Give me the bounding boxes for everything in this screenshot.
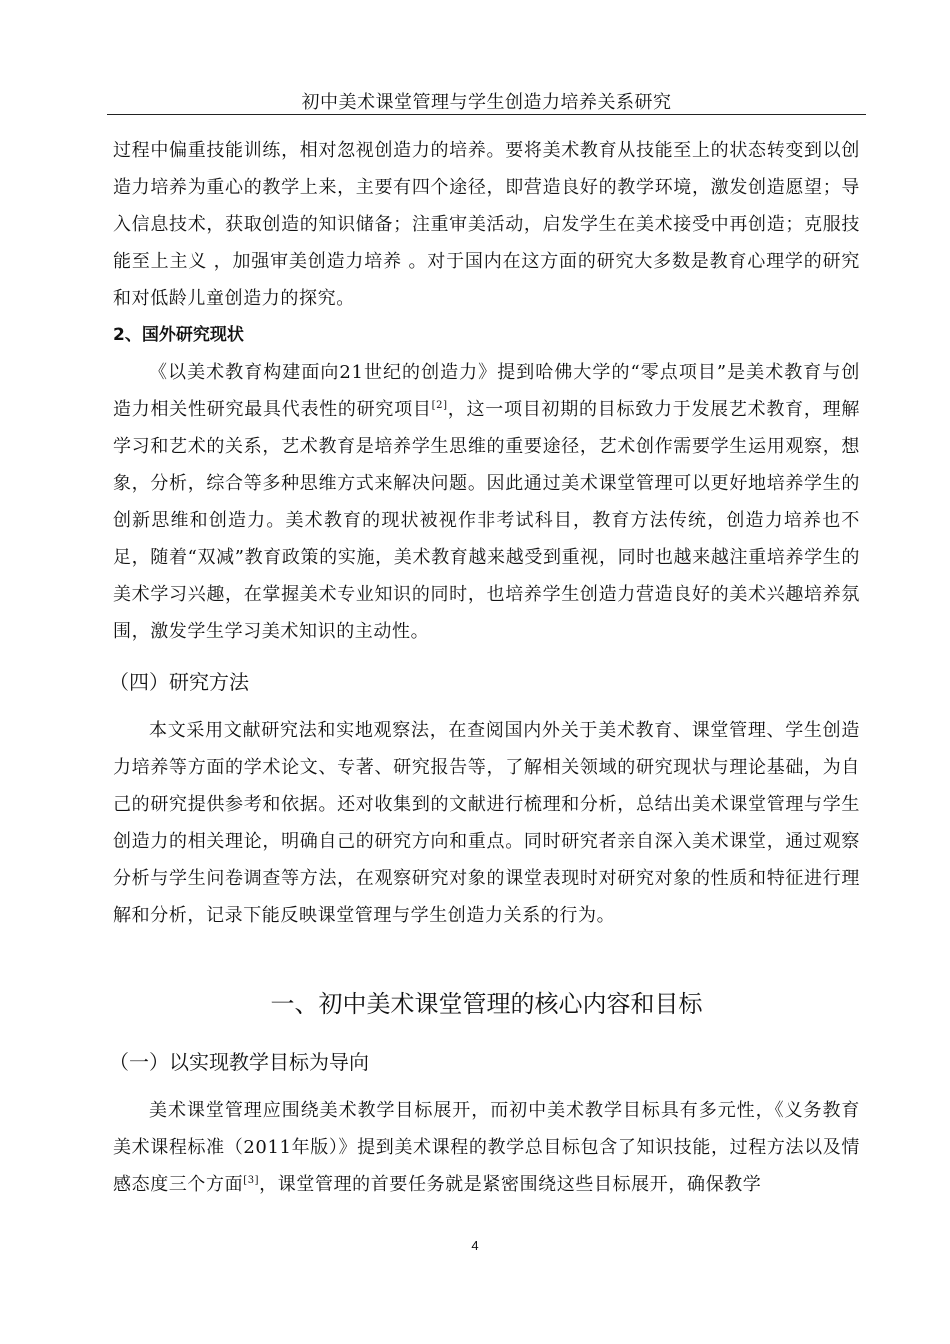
foreign-research-heading: 2、国外研究现状 [113, 325, 244, 345]
chapter-title: 一、初中美术课堂管理的核心内容和目标 [270, 990, 703, 1018]
page-number: 4 [471, 1238, 479, 1253]
methods-paragraph: 本文采用文献研究法和实地观察法，在查阅国内外关于美术教育、课堂管理、学生创造力培养等方面的学术论文、专著、研究报告等，了解相关领域的研究现状与理论基础，为自己的研究提供参考和依据。还对收集到的文献进行梳理和分析，总结出美术课堂管理与学生创造力的相关理论，明确自己的研究方向和重点。同时研究者亲自深入美术课堂，通过观察分析与学生问卷调查等方法，在观察研究对象的课堂表现时对研究对象的性质和特征进行理解和分析，记录下能反映课堂管理与学生创造力关系的行为。 [113, 720, 860, 926]
running-header: 初中美术课堂管理与学生创造力培养关系研究 [301, 92, 672, 113]
continuation-paragraph: 过程中偏重技能训练，相对忽视创造力的培养。要将美术教育从技能至上的状态转变到以创造力培养为重心的教学上来，主要有四个途径，即营造良好的教学环境，激发创造愿望；导入信息技术，获取创造的知识储备；注重审美活动，启发学生在美术接受中再创造；克服技能至上主义 ，加强审美创造力培养 。对于国内在这方面的研究大多数是教育心理学的研究和对低龄儿童创造力的探究。 [113, 140, 860, 309]
methods-heading: （四）研究方法 [109, 670, 249, 694]
citation-ref-2: [2] [431, 400, 448, 411]
section-text-a: 美术课堂管理应围绕美术教学目标展开，而初中美术教学目标具有多元性，《义务教育美术课程标准（2011年版）》提到美术课程的教学总目标包含了知识技能，过程方法以及情感态度三个方面 [113, 1100, 860, 1195]
section-paragraph [113, 1092, 860, 1203]
foreign-research-paragraph [113, 354, 860, 650]
foreign-research-text-a: 《以美术教育构建面向21世纪的创造力》提到哈佛大学的“零点项目”是美术教育与创造力相关性研究最具代表性的研究项目 [113, 362, 860, 420]
foreign-research-text-b: ，这一项目初期的目标致力于发展艺术教育，理解学习和艺术的关系，艺术教育是培养学生思维的重要途径，艺术创作需要学生运用观察，想象，分析，综合等多种思维方式来解决问题。因此通过美术课堂管理可以更好地培养学生的创新思维和创造力。美术教育的现状被视作非考试科目，教育方法传统，创造力培养也不足，随着“双减”教育政策的实施，美术教育越来越受到重视，同时也越来越注重培养学生的美术学习兴趣，在掌握美术专业知识的同时，也培养学生创造力营造良好的美术兴趣培养氛围，激发学生学习美术知识的主动性。 [113, 399, 860, 642]
section-heading: （一）以实现教学目标为导向 [109, 1050, 369, 1074]
page-body [109, 132, 860, 1203]
section-text-b: ，课堂管理的首要任务就是紧密围绕这些目标展开，确保教学 [259, 1174, 762, 1195]
citation-ref-3: [3] [243, 1175, 260, 1186]
header-rule [107, 114, 866, 115]
